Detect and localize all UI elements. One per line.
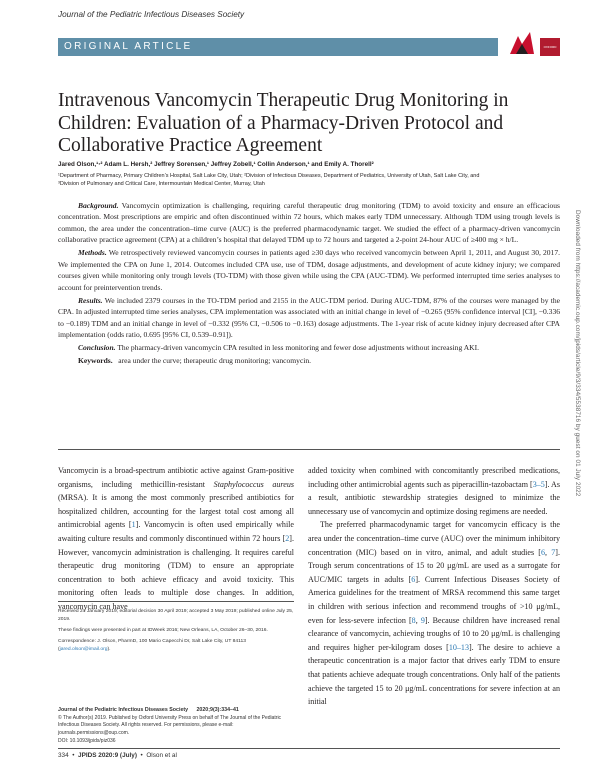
- abstract-divider: [58, 449, 560, 450]
- page-number: 334: [58, 752, 69, 759]
- footer-divider: [58, 748, 560, 749]
- affiliations: [58, 172, 558, 188]
- footer-authors: Olson et al: [146, 752, 177, 759]
- correspondence-note: Correspondence: J. Olson, PharmD, 100 Mario Capecchi Dr, Salt Lake City, UT 84113 (jared.olson@imail.org).: [58, 639, 246, 652]
- abstract-label: Results.: [78, 295, 103, 305]
- abstract-label: Conclusion.: [78, 343, 116, 353]
- footer-journal: JPIDS 2020:9 (July): [78, 752, 137, 759]
- abstract-label: Background.: [78, 201, 119, 210]
- abstract-text: Vancomycin optimization is challenging, requiring careful therapeutic drug monitoring (TDM) to avoid toxicity and ensure an efficacious concentration. Most prescriptions are empiric and often discontinued within 72 hours, which makes early TDM unnecessary. Although TDM using trough levels is common, the area under the concentration–time curve (AUC) is the preferred pharmacodynamic target. We studied the effect of a pharmacy-driven vancomycin collaborative practice agreement (CPA) at a children’s hospital that delayed TDM up to 72 hours and targeted a 2-point 24-hour AUC of ≥400 mg × h/L.: [58, 201, 560, 245]
- abstract: [58, 200, 560, 367]
- copyright-block: [58, 707, 294, 746]
- abstract-text: The pharmacy-driven vancomycin CPA resulted in less monitoring and fewer dose adjustments without increasing AKI.: [117, 343, 479, 353]
- copyright-journal: Journal of the Pediatric Infectious Diseases Society: [58, 707, 189, 713]
- footnotes: [58, 608, 294, 657]
- pids-logo-icon: [508, 28, 536, 58]
- download-watermark: Downloaded from https://academic.oup.com/jpids/article/9/3/334/5538716 by guest on 01 July 2022: [574, 210, 581, 497]
- body-column-left: [58, 464, 294, 614]
- abstract-background: [58, 200, 560, 246]
- article-title: Intravenous Vancomycin Therapeutic Drug Monitoring in Children: Evaluation of a Pharmacy-Driven Protocol and Collaborative Practice Agreement: [58, 90, 509, 156]
- oxford-logo: OXFORD: [540, 38, 560, 56]
- page-footer: 334 • JPIDS 2020:9 (July) • Olson et al: [58, 752, 177, 759]
- reference-link[interactable]: 10–13: [448, 642, 469, 652]
- reference-link[interactable]: 7: [551, 547, 556, 557]
- keywords-label: Keywords.: [78, 356, 113, 366]
- abstract-label: Methods.: [78, 248, 107, 258]
- reference-link[interactable]: 9: [420, 615, 425, 625]
- body-paragraph: Vancomycin is a broad-spectrum antibiotic active against Gram-positive organisms, including methicillin-resistant Staphylococcus aureus (MRSA). It is among the most commonly prescribed antibiotics for hospitalized children, accounting for the largest total cost among all antimicrobial agents [1]. Vancomycin is often used empirically while awaiting culture results and commonly discontinued within 72 hours [2]. However, vancomycin administration is challenging. It requires careful therapeutic drug monitoring (TDM) to ensure an appropriate concentration to both achieve efficacy and avoid toxicity. This monitoring often leads to multiple dose changes. In addition, vancomycin can have: [58, 466, 294, 611]
- reference-link[interactable]: 2: [285, 533, 290, 543]
- body-paragraph: The preferred pharmacodynamic target for vancomycin efficacy is the area under the concentration–time curve (AUC) over the minimum inhibitory concentration (MIC) based on in vitro, animal, and adult studies [6, 7]. Trough serum concentrations of 15 to 20 μg/mL are used as a surrogate for AUC/MIC targets in adults [6]. Current Infectious Diseases Society of America guidelines for the treatment of MRSA recommend this same target in children with serious infection and recommend troughs of >10 μg/mL, even for less-severe infection [8, 9]. Because children have increased renal clearance of vancomycin, achieving troughs of 10 to 20 μg/mL is challenging and requires higher per-kilogram doses [10–13]. The desire to achieve a therapeutic concentration is a major factor that drives early TDM to ensure that patients achieve adequate trough concentrations. Only half of the patients achieve the targeted 15 to 20 μg/mL concentrations for severe infection at an initial: [308, 520, 561, 707]
- reference-link[interactable]: 1: [131, 520, 136, 530]
- body-paragraph: added toxicity when combined with concomitantly prescribed medications, including other antimicrobial agents such as piperacillin-tazobactam [3–5]. As a result, antibiotic stewardship strategies designed to minimize the unnecessary use of vancomycin and optimize dosing regimens are needed.: [308, 466, 561, 516]
- volume-info: 2020;9(3):334–41: [196, 707, 239, 713]
- affiliation-line: ³Division of Pulmonary and Critical Care, Intermountain Medical Center, Murray, Utah: [58, 181, 265, 187]
- body-column-right: [308, 464, 560, 709]
- reference-link[interactable]: 3–5: [532, 479, 545, 489]
- reference-link[interactable]: 6: [541, 547, 546, 557]
- abstract-text: We included 2379 courses in the TO-TDM period and 2155 in the AUC-TDM period. During AUC-TDM, 87% of the courses were managed by the CPA. In adjusted interrupted time series analyses, CPA implementation was associated with an initial change in level of −0.265 (95% confidence interval [CI], −0.336 to −0.189) TDM and an initial change in level of −0.332 (95% CI, −0.506 to −0.163) dosage adjustments. The 1-year risk of acute kidney injury decreased after CPA implementation (odds ratio, 0.695 [95% CI, 0.539–0.91]).: [58, 295, 560, 340]
- abstract-methods: [58, 247, 560, 293]
- reference-link[interactable]: 8: [411, 615, 416, 625]
- abstract-conclusion: [58, 342, 560, 353]
- keywords: [78, 355, 560, 366]
- doi: DOI: 10.1093/jpids/piz036: [58, 737, 116, 744]
- section-label: ORIGINAL ARTICLE: [58, 38, 498, 56]
- journal-header: Journal of the Pediatric Infectious Diseases Society: [58, 10, 245, 19]
- received-note: Received 21 January 2019; editorial decision 30 April 2019; accepted 3 May 2019; published online July 25, 2019.: [58, 609, 294, 622]
- author-list: Jared Olson,¹‧² Adam L. Hersh,² Jeffrey Sorensen,¹ Jeffrey Zobell,¹ Collin Anderson,¹ and Emily A. Thorell²: [58, 161, 374, 168]
- reference-link[interactable]: 6: [411, 574, 416, 584]
- abstract-text: We retrospectively reviewed vancomycin courses in patients aged ≥30 days who received vancomycin between April 1, 2011, and August 30, 2017. We implemented the CPA on June 1, 2014. Outcomes included CPA use, use of TDM, dosage adjustments, and development of acute kidney injury; we compared courses given while monitoring only trough levels (TO-TDM) with those given while using the CPA (AUC-TDM). We performed interrupted time series analyses to account for preintervention trends.: [58, 248, 560, 292]
- correspondence-email-link[interactable]: jared.olson@imail.org: [59, 647, 108, 652]
- footnote-divider: [58, 601, 294, 602]
- abstract-results: [58, 295, 560, 341]
- affiliation-line: ¹Department of Pharmacy, Primary Children’s Hospital, Salt Lake City, Utah; ²Division of Infectious Diseases, Department of Pediatrics, University of Utah, Salt Lake City, and: [58, 173, 480, 179]
- copyright-text: © The Author(s) 2019. Published by Oxford University Press on behalf of The Journal of the Pediatric Infectious Diseases Society. All rights reserved. For permissions, please e-mail: journals.permissions@oup.com.: [58, 714, 282, 737]
- presented-note: These findings were presented in part at IDWeek 2016; New Orleans, LA, October 26–30, 2016.: [58, 628, 268, 633]
- keywords-text: area under the curve; therapeutic drug monitoring; vancomycin.: [118, 356, 312, 366]
